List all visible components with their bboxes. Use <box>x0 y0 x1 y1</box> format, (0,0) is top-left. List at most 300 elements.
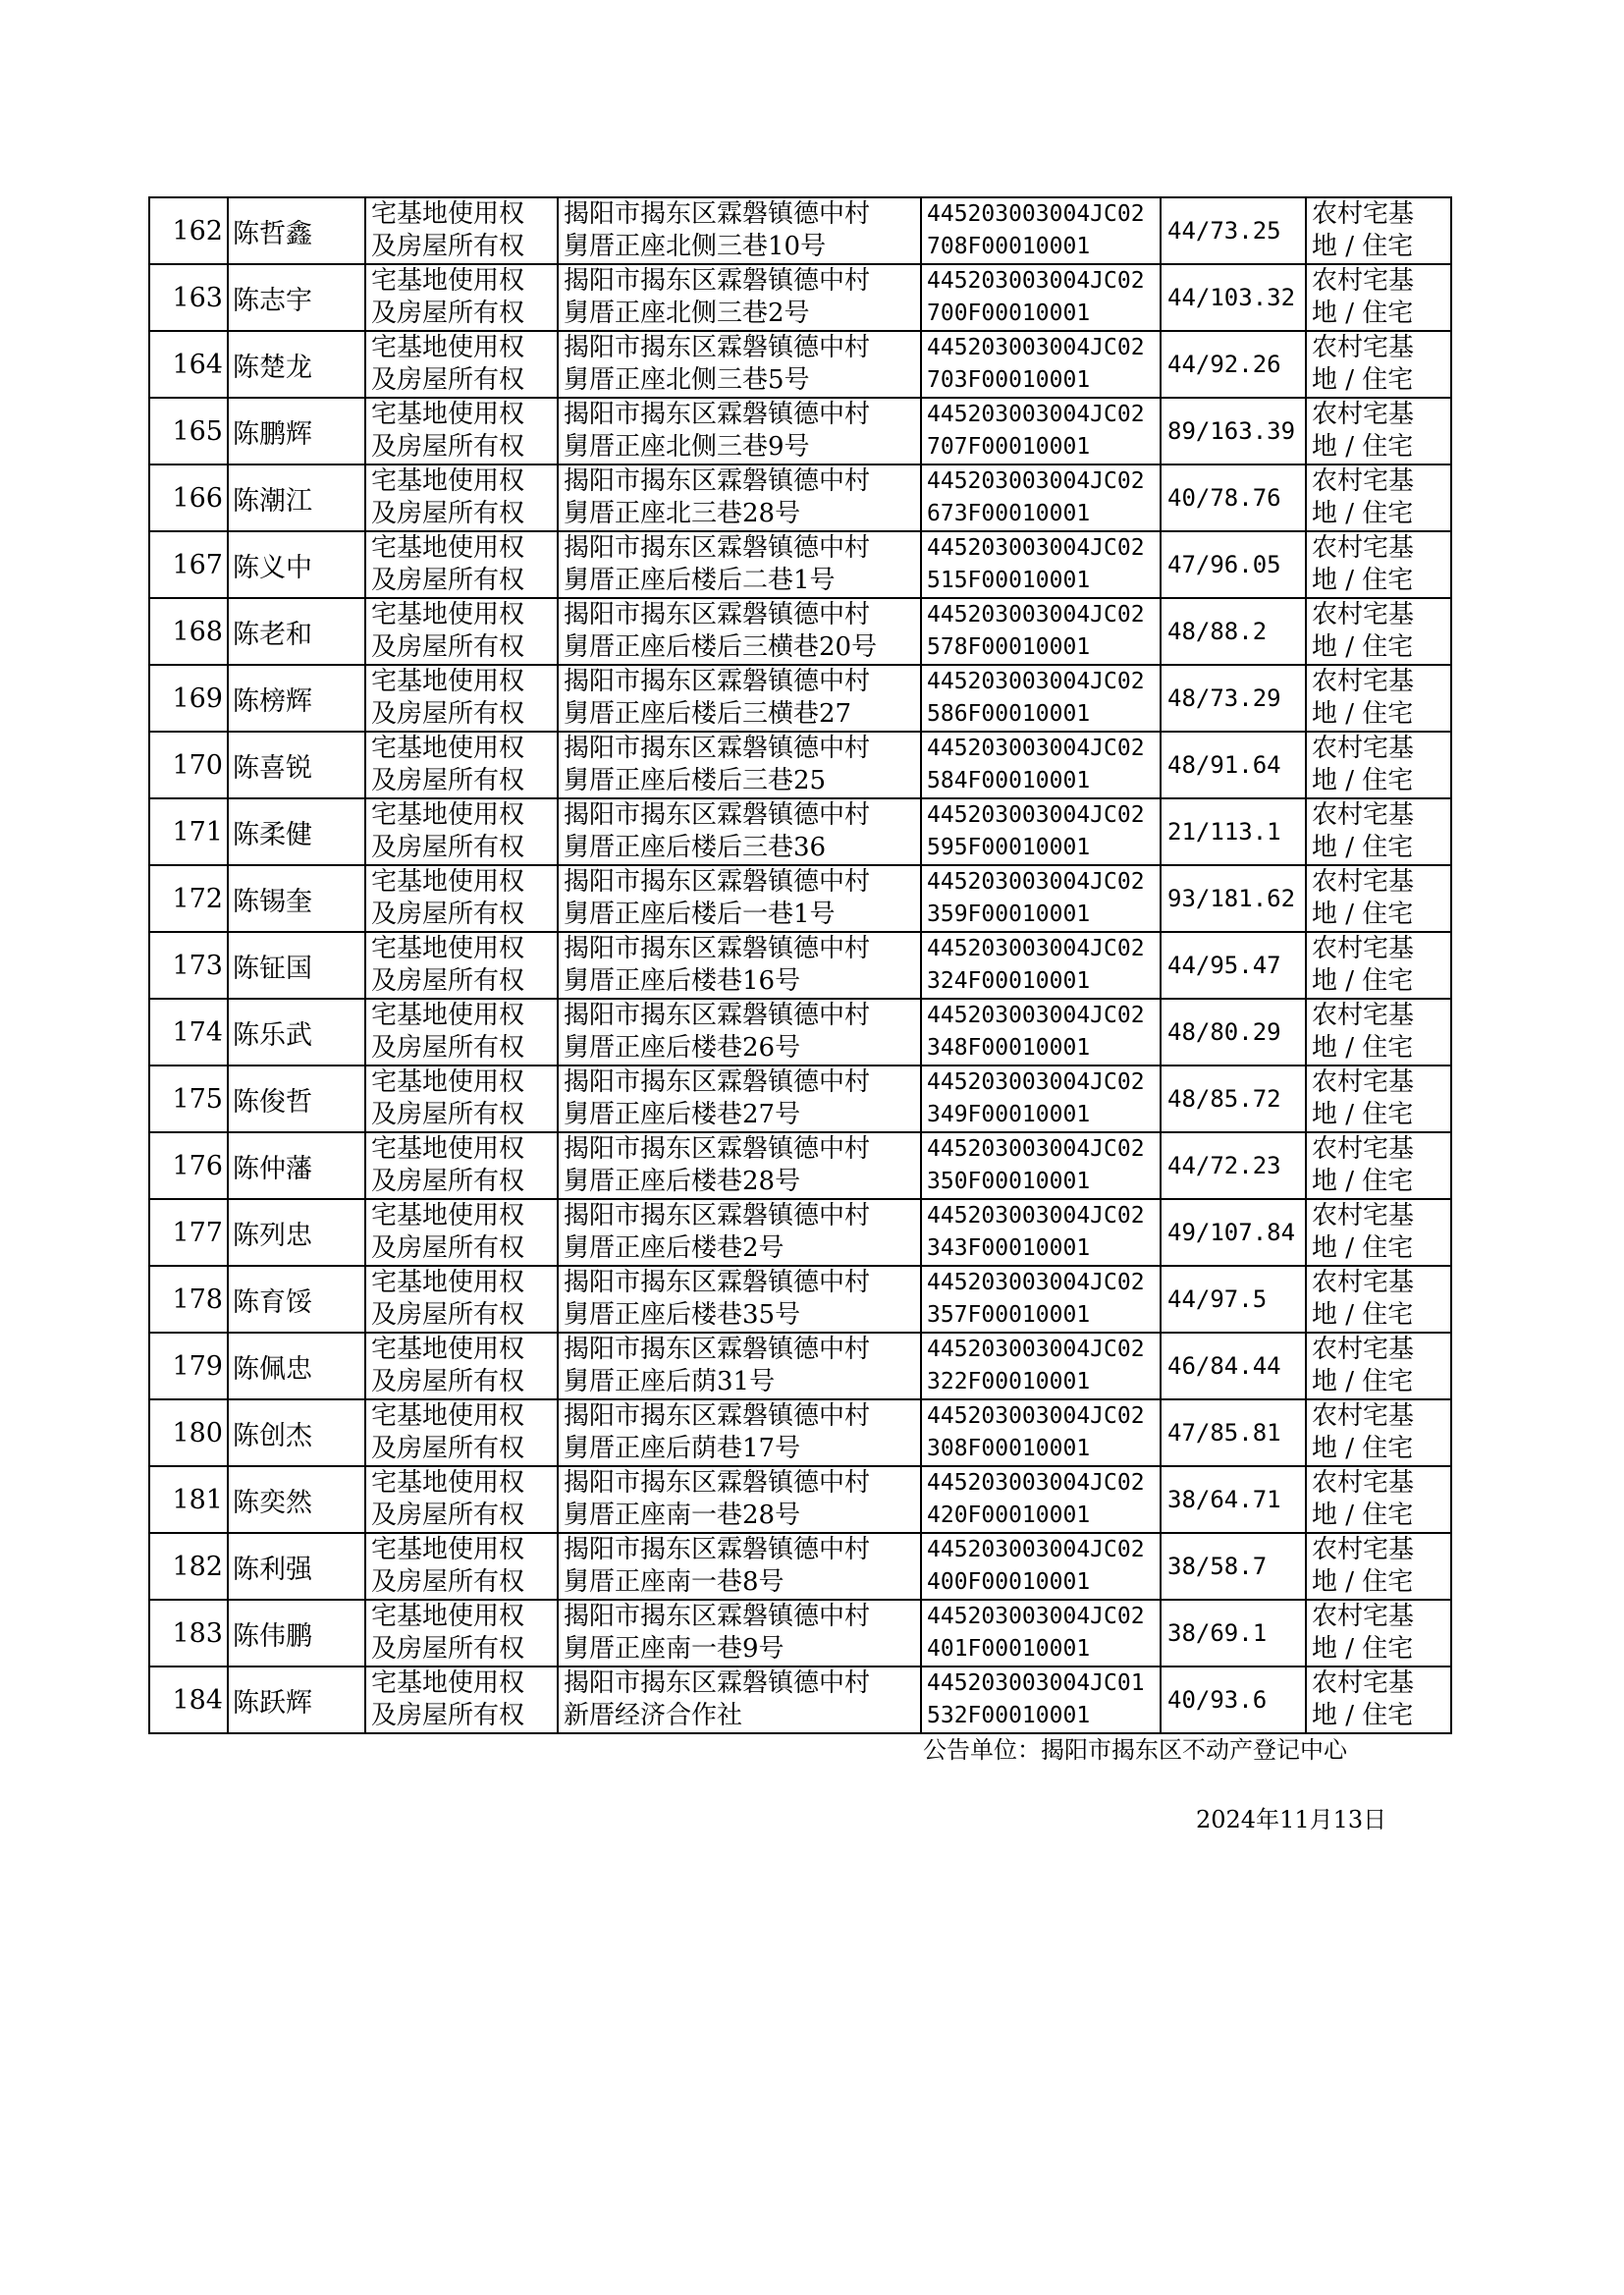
address-line-2: 舅厝正座北三巷28号 <box>564 499 801 528</box>
usage-cell <box>1306 798 1451 865</box>
usage-line-1: 农村宅基 <box>1312 1535 1415 1564</box>
area-value: 38/69.1 <box>1161 1600 1306 1667</box>
usage-line-1: 农村宅基 <box>1312 466 1415 496</box>
address-cell <box>558 1600 921 1667</box>
address-line-2: 新厝经济合作社 <box>564 1701 743 1730</box>
address-line-2: 舅厝正座后楼巷26号 <box>564 1033 801 1063</box>
usage-line-1: 农村宅基 <box>1312 1268 1415 1297</box>
usage-line-1: 农村宅基 <box>1312 800 1415 830</box>
usage-line-2: 地 / 住宅 <box>1312 833 1414 862</box>
usage-line-1: 农村宅基 <box>1312 734 1415 763</box>
unit-code-line-2: 584F00010001 <box>927 768 1091 793</box>
unit-code-line-2: 322F00010001 <box>927 1369 1091 1394</box>
row-number: 165 <box>149 398 228 464</box>
row-number: 181 <box>149 1466 228 1533</box>
area-value: 44/103.32 <box>1161 264 1306 331</box>
table-body <box>149 197 1451 1733</box>
unit-code-cell <box>921 1266 1161 1333</box>
usage-cell <box>1306 1399 1451 1466</box>
usage-line-2: 地 / 住宅 <box>1312 566 1414 595</box>
area-value: 44/72.23 <box>1161 1132 1306 1199</box>
owner-name: 陈列忠 <box>228 1199 365 1266</box>
address-line-1: 揭阳市揭东区霖磐镇德中村 <box>564 1535 871 1564</box>
right-type-line-2: 及房屋所有权 <box>371 966 525 996</box>
right-type-line-2: 及房屋所有权 <box>371 766 525 795</box>
owner-name: 陈鹏辉 <box>228 398 365 464</box>
area-value: 44/73.25 <box>1161 197 1306 264</box>
table-row <box>149 865 1451 932</box>
right-type-cell <box>365 665 558 732</box>
unit-code-line-2: 673F00010001 <box>927 501 1091 526</box>
owner-name: 陈楚龙 <box>228 331 365 398</box>
row-number: 174 <box>149 999 228 1066</box>
table-row <box>149 598 1451 665</box>
area-value: 40/93.6 <box>1161 1667 1306 1733</box>
usage-line-1: 农村宅基 <box>1312 667 1415 696</box>
unit-code-line-2: 324F00010001 <box>927 968 1091 994</box>
table-row <box>149 1533 1451 1600</box>
row-number: 169 <box>149 665 228 732</box>
area-value: 46/84.44 <box>1161 1333 1306 1399</box>
right-type-cell <box>365 865 558 932</box>
right-type-cell <box>365 197 558 264</box>
usage-cell <box>1306 197 1451 264</box>
right-type-cell <box>365 398 558 464</box>
owner-name: 陈哲鑫 <box>228 197 365 264</box>
owner-name: 陈跃辉 <box>228 1667 365 1733</box>
row-number: 182 <box>149 1533 228 1600</box>
right-type-line-2: 及房屋所有权 <box>371 232 525 261</box>
owner-name: 陈伟鹏 <box>228 1600 365 1667</box>
right-type-cell <box>365 331 558 398</box>
unit-code-line-1: 445203003004JC02 <box>927 1069 1145 1095</box>
address-line-2: 舅厝正座后楼巷35号 <box>564 1300 801 1330</box>
address-cell <box>558 1132 921 1199</box>
right-type-line-2: 及房屋所有权 <box>371 1100 525 1129</box>
unit-code-line-2: 708F00010001 <box>927 234 1091 259</box>
usage-line-2: 地 / 住宅 <box>1312 1167 1414 1196</box>
address-cell <box>558 665 921 732</box>
table-row <box>149 1466 1451 1533</box>
usage-line-1: 农村宅基 <box>1312 1134 1415 1164</box>
address-line-1: 揭阳市揭东区霖磐镇德中村 <box>564 1268 871 1297</box>
address-line-2: 舅厝正座后楼后一巷1号 <box>564 900 836 929</box>
area-value: 47/85.81 <box>1161 1399 1306 1466</box>
right-type-cell <box>365 1667 558 1733</box>
address-line-2: 舅厝正座南一巷8号 <box>564 1567 785 1597</box>
right-type-line-1: 宅基地使用权 <box>371 1401 525 1431</box>
unit-code-line-2: 400F00010001 <box>927 1569 1091 1595</box>
usage-cell <box>1306 865 1451 932</box>
area-value: 44/97.5 <box>1161 1266 1306 1333</box>
publisher-line: 公告单位：揭阳市揭东区不动产登记中心 <box>923 1736 1347 1764</box>
unit-code-line-2: 578F00010001 <box>927 634 1091 660</box>
unit-code-cell <box>921 1199 1161 1266</box>
owner-name: 陈乐武 <box>228 999 365 1066</box>
right-type-line-2: 及房屋所有权 <box>371 566 525 595</box>
right-type-line-1: 宅基地使用权 <box>371 867 525 897</box>
unit-code-cell <box>921 865 1161 932</box>
unit-code-line-2: 401F00010001 <box>927 1636 1091 1662</box>
table-row <box>149 197 1451 264</box>
address-line-2: 舅厝正座南一巷28号 <box>564 1501 801 1530</box>
unit-code-cell <box>921 598 1161 665</box>
address-line-1: 揭阳市揭东区霖磐镇德中村 <box>564 600 871 629</box>
right-type-line-1: 宅基地使用权 <box>371 1468 525 1498</box>
owner-name: 陈喜锐 <box>228 732 365 798</box>
right-type-line-2: 及房屋所有权 <box>371 1233 525 1263</box>
right-type-cell <box>365 1333 558 1399</box>
usage-cell <box>1306 531 1451 598</box>
unit-code-line-1: 445203003004JC02 <box>927 1136 1145 1162</box>
area-value: 21/113.1 <box>1161 798 1306 865</box>
address-line-2: 舅厝正座北侧三巷9号 <box>564 432 810 462</box>
right-type-line-2: 及房屋所有权 <box>371 699 525 729</box>
right-type-line-1: 宅基地使用权 <box>371 1201 525 1230</box>
area-value: 47/96.05 <box>1161 531 1306 598</box>
table-row <box>149 932 1451 999</box>
address-cell <box>558 1667 921 1733</box>
unit-code-line-1: 445203003004JC02 <box>927 869 1145 895</box>
usage-line-2: 地 / 住宅 <box>1312 1233 1414 1263</box>
right-type-cell <box>365 264 558 331</box>
right-type-cell <box>365 531 558 598</box>
address-line-1: 揭阳市揭东区霖磐镇德中村 <box>564 1468 871 1498</box>
address-line-2: 舅厝正座后楼巷2号 <box>564 1233 785 1263</box>
right-type-line-2: 及房屋所有权 <box>371 632 525 662</box>
address-cell <box>558 1333 921 1399</box>
address-line-1: 揭阳市揭东区霖磐镇德中村 <box>564 1001 871 1030</box>
usage-cell <box>1306 1266 1451 1333</box>
address-line-2: 舅厝正座后楼巷16号 <box>564 966 801 996</box>
area-value: 44/95.47 <box>1161 932 1306 999</box>
address-line-1: 揭阳市揭东区霖磐镇德中村 <box>564 1602 871 1631</box>
unit-code-cell <box>921 665 1161 732</box>
address-line-1: 揭阳市揭东区霖磐镇德中村 <box>564 1134 871 1164</box>
area-value: 89/163.39 <box>1161 398 1306 464</box>
row-number: 180 <box>149 1399 228 1466</box>
usage-line-1: 农村宅基 <box>1312 1335 1415 1364</box>
unit-code-line-1: 445203003004JC02 <box>927 468 1145 494</box>
unit-code-cell <box>921 398 1161 464</box>
address-cell <box>558 1399 921 1466</box>
address-cell <box>558 1533 921 1600</box>
row-number: 173 <box>149 932 228 999</box>
right-type-cell <box>365 798 558 865</box>
right-type-line-2: 及房屋所有权 <box>371 1300 525 1330</box>
usage-cell <box>1306 932 1451 999</box>
unit-code-line-2: 586F00010001 <box>927 701 1091 727</box>
usage-cell <box>1306 331 1451 398</box>
table-row <box>149 1199 1451 1266</box>
usage-line-1: 农村宅基 <box>1312 1001 1415 1030</box>
area-value: 93/181.62 <box>1161 865 1306 932</box>
address-line-1: 揭阳市揭东区霖磐镇德中村 <box>564 400 871 429</box>
address-line-2: 舅厝正座北侧三巷10号 <box>564 232 827 261</box>
right-type-cell <box>365 999 558 1066</box>
table-row <box>149 798 1451 865</box>
owner-name: 陈仲藩 <box>228 1132 365 1199</box>
right-type-line-1: 宅基地使用权 <box>371 1335 525 1364</box>
unit-code-line-2: 700F00010001 <box>927 301 1091 326</box>
unit-code-cell <box>921 1533 1161 1600</box>
usage-line-2: 地 / 住宅 <box>1312 1501 1414 1530</box>
unit-code-cell <box>921 798 1161 865</box>
usage-cell <box>1306 665 1451 732</box>
usage-cell <box>1306 1600 1451 1667</box>
table-row <box>149 1066 1451 1132</box>
right-type-cell <box>365 464 558 531</box>
area-value: 48/91.64 <box>1161 732 1306 798</box>
unit-code-line-2: 349F00010001 <box>927 1102 1091 1127</box>
unit-code-cell <box>921 531 1161 598</box>
address-cell <box>558 1199 921 1266</box>
usage-line-1: 农村宅基 <box>1312 1067 1415 1097</box>
right-type-line-1: 宅基地使用权 <box>371 1134 525 1164</box>
unit-code-cell <box>921 1667 1161 1733</box>
row-number: 183 <box>149 1600 228 1667</box>
owner-name: 陈创杰 <box>228 1399 365 1466</box>
usage-cell <box>1306 732 1451 798</box>
unit-code-line-1: 445203003004JC02 <box>927 1203 1145 1229</box>
unit-code-cell <box>921 1399 1161 1466</box>
right-type-line-1: 宅基地使用权 <box>371 800 525 830</box>
right-type-cell <box>365 1399 558 1466</box>
right-type-line-1: 宅基地使用权 <box>371 600 525 629</box>
right-type-cell <box>365 1066 558 1132</box>
right-type-cell <box>365 932 558 999</box>
row-number: 179 <box>149 1333 228 1399</box>
unit-code-line-1: 445203003004JC02 <box>927 535 1145 561</box>
unit-code-cell <box>921 197 1161 264</box>
row-number: 170 <box>149 732 228 798</box>
usage-line-1: 农村宅基 <box>1312 1668 1415 1698</box>
address-line-1: 揭阳市揭东区霖磐镇德中村 <box>564 667 871 696</box>
right-type-cell <box>365 1600 558 1667</box>
usage-cell <box>1306 1199 1451 1266</box>
address-cell <box>558 798 921 865</box>
address-cell <box>558 197 921 264</box>
unit-code-line-1: 445203003004JC02 <box>927 402 1145 427</box>
address-line-2: 舅厝正座后楼后三横巷27 <box>564 699 852 729</box>
unit-code-line-2: 348F00010001 <box>927 1035 1091 1061</box>
address-line-1: 揭阳市揭东区霖磐镇德中村 <box>564 266 871 296</box>
owner-name: 陈志宇 <box>228 264 365 331</box>
owner-name: 陈利强 <box>228 1533 365 1600</box>
usage-cell <box>1306 1333 1451 1399</box>
address-line-1: 揭阳市揭东区霖磐镇德中村 <box>564 199 871 229</box>
address-cell <box>558 531 921 598</box>
right-type-line-2: 及房屋所有权 <box>371 1567 525 1597</box>
address-line-1: 揭阳市揭东区霖磐镇德中村 <box>564 867 871 897</box>
usage-line-1: 农村宅基 <box>1312 1201 1415 1230</box>
unit-code-line-1: 445203003004JC02 <box>927 802 1145 828</box>
row-number: 171 <box>149 798 228 865</box>
unit-code-line-2: 350F00010001 <box>927 1169 1091 1194</box>
right-type-line-1: 宅基地使用权 <box>371 1067 525 1097</box>
table-row <box>149 732 1451 798</box>
usage-line-1: 农村宅基 <box>1312 400 1415 429</box>
address-line-2: 舅厝正座南一巷9号 <box>564 1634 785 1664</box>
usage-line-1: 农村宅基 <box>1312 867 1415 897</box>
usage-line-2: 地 / 住宅 <box>1312 1300 1414 1330</box>
address-line-2: 舅厝正座后楼后二巷1号 <box>564 566 836 595</box>
unit-code-line-2: 308F00010001 <box>927 1436 1091 1461</box>
unit-code-line-1: 445203003004JC02 <box>927 1604 1145 1629</box>
usage-line-2: 地 / 住宅 <box>1312 966 1414 996</box>
address-line-1: 揭阳市揭东区霖磐镇德中村 <box>564 1201 871 1230</box>
owner-name: 陈老和 <box>228 598 365 665</box>
right-type-line-2: 及房屋所有权 <box>371 1367 525 1396</box>
address-cell <box>558 598 921 665</box>
right-type-line-2: 及房屋所有权 <box>371 1033 525 1063</box>
unit-code-line-1: 445203003004JC02 <box>927 1003 1145 1028</box>
address-line-1: 揭阳市揭东区霖磐镇德中村 <box>564 1401 871 1431</box>
address-line-1: 揭阳市揭东区霖磐镇德中村 <box>564 1335 871 1364</box>
usage-line-2: 地 / 住宅 <box>1312 766 1414 795</box>
usage-line-2: 地 / 住宅 <box>1312 299 1414 328</box>
right-type-line-1: 宅基地使用权 <box>371 667 525 696</box>
unit-code-cell <box>921 1132 1161 1199</box>
usage-line-2: 地 / 住宅 <box>1312 365 1414 395</box>
notice-table <box>148 196 1452 1734</box>
usage-cell <box>1306 264 1451 331</box>
address-cell <box>558 398 921 464</box>
area-value: 44/92.26 <box>1161 331 1306 398</box>
usage-cell <box>1306 999 1451 1066</box>
address-cell <box>558 1066 921 1132</box>
row-number: 178 <box>149 1266 228 1333</box>
address-cell <box>558 1266 921 1333</box>
unit-code-line-1: 445203003004JC02 <box>927 201 1145 227</box>
table-row <box>149 665 1451 732</box>
usage-line-1: 农村宅基 <box>1312 934 1415 963</box>
usage-line-2: 地 / 住宅 <box>1312 232 1414 261</box>
unit-code-cell <box>921 331 1161 398</box>
usage-line-1: 农村宅基 <box>1312 1401 1415 1431</box>
usage-line-2: 地 / 住宅 <box>1312 432 1414 462</box>
owner-name: 陈义中 <box>228 531 365 598</box>
address-line-1: 揭阳市揭东区霖磐镇德中村 <box>564 800 871 830</box>
usage-line-1: 农村宅基 <box>1312 333 1415 362</box>
table-row <box>149 464 1451 531</box>
usage-cell <box>1306 1066 1451 1132</box>
right-type-line-1: 宅基地使用权 <box>371 533 525 563</box>
usage-line-2: 地 / 住宅 <box>1312 699 1414 729</box>
right-type-line-1: 宅基地使用权 <box>371 1668 525 1698</box>
unit-code-line-2: 707F00010001 <box>927 434 1091 460</box>
address-line-2: 舅厝正座后楼巷28号 <box>564 1167 801 1196</box>
area-value: 49/107.84 <box>1161 1199 1306 1266</box>
right-type-line-2: 及房屋所有权 <box>371 365 525 395</box>
right-type-line-2: 及房屋所有权 <box>371 1167 525 1196</box>
usage-line-2: 地 / 住宅 <box>1312 900 1414 929</box>
usage-line-2: 地 / 住宅 <box>1312 499 1414 528</box>
address-line-2: 舅厝正座后荫巷17号 <box>564 1434 801 1463</box>
usage-cell <box>1306 598 1451 665</box>
right-type-cell <box>365 598 558 665</box>
row-number: 167 <box>149 531 228 598</box>
area-value: 48/80.29 <box>1161 999 1306 1066</box>
row-number: 177 <box>149 1199 228 1266</box>
owner-name: 陈钲国 <box>228 932 365 999</box>
usage-line-2: 地 / 住宅 <box>1312 1634 1414 1664</box>
right-type-line-1: 宅基地使用权 <box>371 734 525 763</box>
address-line-1: 揭阳市揭东区霖磐镇德中村 <box>564 1668 871 1698</box>
table-row <box>149 999 1451 1066</box>
unit-code-line-1: 445203003004JC02 <box>927 335 1145 360</box>
usage-line-1: 农村宅基 <box>1312 266 1415 296</box>
right-type-line-1: 宅基地使用权 <box>371 1268 525 1297</box>
table-row <box>149 1667 1451 1733</box>
owner-name: 陈俊哲 <box>228 1066 365 1132</box>
unit-code-line-2: 515F00010001 <box>927 568 1091 593</box>
right-type-line-2: 及房屋所有权 <box>371 432 525 462</box>
area-value: 48/88.2 <box>1161 598 1306 665</box>
row-number: 175 <box>149 1066 228 1132</box>
address-line-1: 揭阳市揭东区霖磐镇德中村 <box>564 1067 871 1097</box>
table-row <box>149 331 1451 398</box>
right-type-line-1: 宅基地使用权 <box>371 1001 525 1030</box>
right-type-cell <box>365 1533 558 1600</box>
area-value: 38/58.7 <box>1161 1533 1306 1600</box>
unit-code-line-1: 445203003004JC02 <box>927 1337 1145 1362</box>
unit-code-line-1: 445203003004JC02 <box>927 1270 1145 1295</box>
usage-cell <box>1306 464 1451 531</box>
unit-code-cell <box>921 999 1161 1066</box>
owner-name: 陈锡奎 <box>228 865 365 932</box>
unit-code-line-1: 445203003004JC02 <box>927 602 1145 628</box>
address-line-1: 揭阳市揭东区霖磐镇德中村 <box>564 934 871 963</box>
right-type-cell <box>365 1466 558 1533</box>
unit-code-cell <box>921 464 1161 531</box>
usage-line-1: 农村宅基 <box>1312 600 1415 629</box>
owner-name: 陈奕然 <box>228 1466 365 1533</box>
unit-code-line-1: 445203003004JC02 <box>927 669 1145 694</box>
row-number: 164 <box>149 331 228 398</box>
unit-code-line-1: 445203003004JC02 <box>927 268 1145 294</box>
row-number: 168 <box>149 598 228 665</box>
right-type-line-2: 及房屋所有权 <box>371 1701 525 1730</box>
address-line-2: 舅厝正座北侧三巷5号 <box>564 365 810 395</box>
row-number: 163 <box>149 264 228 331</box>
unit-code-line-1: 445203003004JC02 <box>927 1537 1145 1562</box>
address-cell <box>558 865 921 932</box>
address-line-2: 舅厝正座后楼后三巷36 <box>564 833 827 862</box>
unit-code-line-2: 359F00010001 <box>927 902 1091 927</box>
right-type-line-1: 宅基地使用权 <box>371 466 525 496</box>
usage-line-2: 地 / 住宅 <box>1312 632 1414 662</box>
table-row <box>149 1333 1451 1399</box>
usage-cell <box>1306 1132 1451 1199</box>
row-number: 176 <box>149 1132 228 1199</box>
owner-name: 陈育馁 <box>228 1266 365 1333</box>
right-type-line-1: 宅基地使用权 <box>371 934 525 963</box>
right-type-cell <box>365 1132 558 1199</box>
unit-code-line-1: 445203003004JC01 <box>927 1670 1145 1696</box>
area-value: 40/78.76 <box>1161 464 1306 531</box>
table-row <box>149 264 1451 331</box>
address-line-1: 揭阳市揭东区霖磐镇德中村 <box>564 466 871 496</box>
usage-line-2: 地 / 住宅 <box>1312 1100 1414 1129</box>
right-type-line-2: 及房屋所有权 <box>371 833 525 862</box>
usage-line-1: 农村宅基 <box>1312 533 1415 563</box>
table-row <box>149 398 1451 464</box>
usage-line-2: 地 / 住宅 <box>1312 1701 1414 1730</box>
unit-code-line-1: 445203003004JC02 <box>927 936 1145 961</box>
address-line-2: 舅厝正座后楼后三巷25 <box>564 766 827 795</box>
address-cell <box>558 331 921 398</box>
